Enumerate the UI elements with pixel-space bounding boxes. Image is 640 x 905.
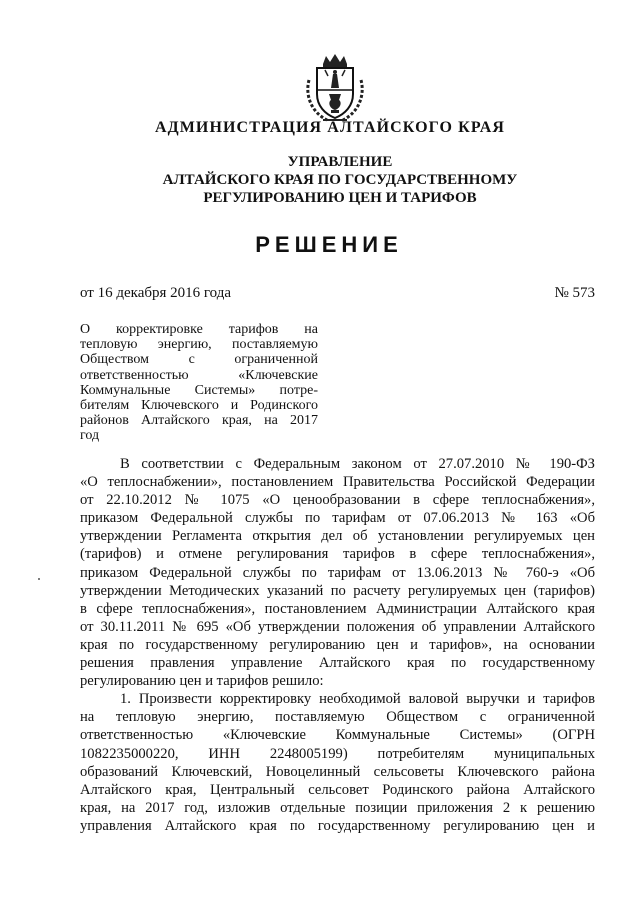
body-line: края по государственному регулированию цен и тарифов», на основании xyxy=(80,636,595,653)
body-line: Алтайского края, Центральный сельсовет Родинского района Алтайского xyxy=(80,781,595,798)
department-name xyxy=(0,153,640,207)
subject-line: бителям Ключевского и Родинского xyxy=(80,398,318,414)
document-title: РЕШЕНИЕ xyxy=(255,232,403,257)
administration-name: АДМИНИСТРАЦИЯ АЛТАЙСКОГО КРАЯ xyxy=(154,119,506,136)
body-line: в сфере теплоснабжения», постановлением Администрации Алтайского края xyxy=(80,600,595,617)
body-line: (тарифов) и отмене регулирования тарифов в сфере теплоснабжения», xyxy=(80,546,595,563)
department-line: АЛТАЙСКОГО КРАЯ ПО ГОСУДАРСТВЕННОМУ xyxy=(162,172,518,188)
subject-line: Обществом с ограниченной xyxy=(80,352,318,368)
subject-line: ответственностью «Ключевские xyxy=(80,367,318,383)
subject-line: районов Алтайского края, на 2017 xyxy=(80,413,318,429)
body-line: утверждении Регламента открытия дел об установлении регулируемых цен xyxy=(80,528,595,545)
body-line: от 22.10.2012 № 1075 «О ценообразовании в сфере теплоснабжения», xyxy=(80,492,595,509)
body-line: на тепловую энергию, поставляемую Обществом с ограниченной xyxy=(80,709,595,726)
body-line: «О теплоснабжении», постановлением Правительства Российской Федерации xyxy=(80,474,595,491)
body-line: края, на 2017 год, изложив отдельные позиции приложения 2 к решению xyxy=(80,799,595,816)
decision-body xyxy=(80,455,595,835)
body-line: регулированию цен и тарифов решило: xyxy=(80,673,324,690)
body-line: управления Алтайского края по государственному регулированию цен и xyxy=(80,817,595,834)
decision-number: № 573 xyxy=(554,285,595,301)
scan-speck xyxy=(38,578,40,580)
body-line: В соответствии с Федеральным законом от 27.07.2010 № 190-ФЗ xyxy=(120,456,595,472)
body-line: приказом Федеральной службы по тарифам от 07.06.2013 № 163 «Об xyxy=(80,510,595,527)
coat-of-arms-emblem xyxy=(295,50,375,130)
subject-line: год xyxy=(80,428,100,444)
body-line: образований Ключевский, Новоцелинный сельсоветы Ключевского района xyxy=(80,763,595,780)
body-line: от 30.11.2011 № 695 «Об утверждении положения об управлении Алтайского xyxy=(80,618,595,635)
subject-line: О корректировке тарифов на xyxy=(80,322,318,337)
body-line: приказом Федеральной службы по тарифам от 13.06.2013 № 760-э «Об xyxy=(80,564,595,581)
department-line: РЕГУЛИРОВАНИЮ ЦЕН И ТАРИФОВ xyxy=(203,190,477,206)
subject-line: Коммунальные Системы» потре- xyxy=(80,382,318,398)
body-line: 1. Произвести корректировку необходимой валовой выручки и тарифов xyxy=(120,691,595,708)
body-line: утверждении Методических указаний по расчету регулируемых цен (тарифов) xyxy=(80,582,595,599)
body-line: 1082235000220, ИНН 2248005199) потребителям муниципальных xyxy=(80,745,595,762)
subject-line: тепловую энергию, поставляемую xyxy=(80,337,318,353)
decision-subject xyxy=(80,322,318,444)
body-line: ответственностью «Ключевские Коммунальные Системы» (ОГРН xyxy=(80,727,595,744)
body-line: решения правления управление Алтайского края по государственному xyxy=(80,655,595,672)
department-line: УПРАВЛЕНИЕ xyxy=(287,154,393,170)
decision-date: от 16 декабря 2016 года xyxy=(80,285,232,301)
